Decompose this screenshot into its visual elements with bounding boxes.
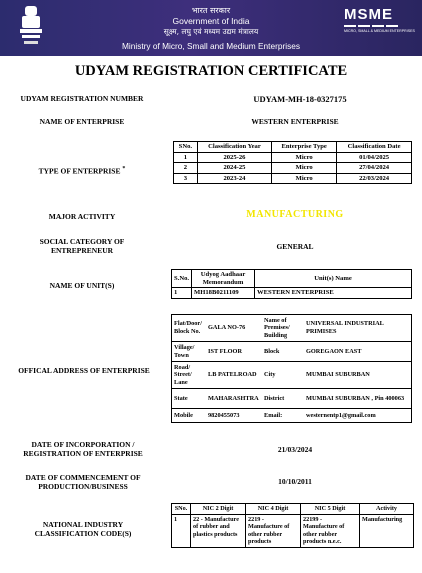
address-field-label: Village/ Town	[174, 343, 195, 359]
table-cell: 1	[172, 288, 192, 299]
column-header: Classification Date	[337, 142, 412, 153]
column-header: NIC 4 Digit	[246, 504, 301, 515]
enterprise-type-label-text: TYPE OF ENTERPRISE	[38, 166, 121, 176]
major-activity-value: MANUFACTURING	[246, 209, 344, 220]
hindi-government-title: भारत सरकार	[191, 6, 231, 15]
address-field-label: Road/ Street/ Lane	[174, 363, 192, 386]
address-field-value: westernentp1@gmail.com	[306, 411, 376, 419]
incorporation-date-value: 21/03/2024	[277, 445, 313, 454]
table-row	[172, 288, 412, 299]
address-field-label: Email:	[264, 411, 283, 419]
table-row	[174, 152, 412, 163]
address-field-label: Name of Premises/ Building	[264, 316, 290, 339]
commencement-label-line1: DATE OF COMMENCEMENT OF	[25, 473, 141, 482]
table-cell: 22 - Manufacture of rubber and plastics products	[191, 514, 246, 547]
ministry-header-banner	[0, 0, 422, 56]
address-table	[171, 314, 412, 423]
column-header: NIC 2 Digit	[191, 504, 246, 515]
social-category-label	[8, 237, 156, 255]
msme-logo-text: MSME	[344, 6, 393, 23]
table-cell: 1	[172, 514, 191, 547]
column-header: NIC 5 Digit	[301, 504, 360, 515]
msme-logo-subtitle: MICRO, SMALL & MEDIUM ENTERPRISES	[344, 29, 415, 33]
column-header: Enterprise Type	[272, 142, 337, 153]
ministry-title: Ministry of Micro, Small and Medium Enterprises	[122, 41, 300, 51]
commencement-date-value: 10/10/2011	[278, 477, 312, 486]
table-cell: 3	[174, 173, 198, 184]
enterprise-type-label	[8, 165, 156, 176]
table-cell: 2023-24	[197, 173, 271, 184]
table-row	[172, 409, 412, 423]
units-label: NAME OF UNIT(S)	[49, 281, 115, 290]
enterprise-name-value: WESTERN ENTERPRISE	[251, 117, 339, 126]
table-row	[172, 362, 412, 389]
table-cell: 2	[174, 163, 198, 174]
address-field-label: District	[264, 394, 285, 402]
table-row	[172, 342, 412, 362]
table-cell: 27/04/2024	[337, 163, 412, 174]
enterprise-name-label: NAME OF ENTERPRISE	[39, 117, 125, 126]
social-category-label-line2: ENTREPRENEUR	[50, 246, 114, 255]
social-category-label-line1: SOCIAL CATEGORY OF	[39, 237, 125, 246]
column-header: Activity	[360, 504, 414, 515]
address-field-value: GOREGAON EAST	[306, 347, 362, 355]
msme-logo	[344, 6, 415, 46]
address-label: OFFICAL ADDRESS OF ENTERPRISE	[18, 366, 150, 375]
hindi-ministry-title: सूक्ष्म, लघु एवं मध्यम उद्यम मंत्रालय	[163, 27, 259, 36]
incorporation-label-line2: REGISTRATION OF ENTERPRISE	[23, 449, 143, 458]
table-header-row	[174, 142, 412, 153]
address-field-label: Mobile	[174, 411, 193, 419]
table-row	[172, 514, 414, 547]
table-cell: WESTERN ENTERPRISE	[255, 288, 412, 299]
column-header: Udyog Aadhaar Memorandum	[192, 270, 255, 288]
address-field-value: MUMBAI SUBURBAN , Pin 400063	[306, 394, 405, 402]
nic-label-line1: NATIONAL INDUSTRY	[42, 520, 124, 529]
column-header: Unit(s) Name	[255, 270, 412, 288]
enterprise-type-table	[173, 141, 412, 184]
government-title: Government of India	[172, 16, 250, 26]
table-cell: Manufacturing	[360, 514, 414, 547]
address-field-label: Flat/Door/ Block No.	[174, 320, 202, 335]
registration-number-value: UDYAM-MH-18-0327175	[253, 94, 347, 104]
commencement-label	[8, 473, 158, 491]
table-row	[172, 389, 412, 409]
table-cell: 2219 - Manufacture of other rubber products	[246, 514, 301, 547]
address-field-value: 9820455073	[208, 411, 240, 419]
nic-label-line2: CLASSIFICATION CODE(S)	[34, 529, 132, 538]
certificate-title: UDYAM REGISTRATION CERTIFICATE	[74, 63, 348, 79]
address-field-value: MUMBAI SUBURBAN	[306, 371, 370, 379]
column-header: Classification Year	[197, 142, 271, 153]
units-table	[171, 269, 412, 299]
table-row	[174, 173, 412, 184]
address-field-label: Block	[264, 347, 280, 355]
address-field-value: IST FLOOR	[208, 347, 243, 355]
incorporation-label-line1: DATE OF INCORPORATION /	[31, 440, 135, 449]
msme-logo-bars-icon	[344, 25, 410, 27]
table-header-row	[172, 504, 414, 515]
address-field-value: LB PATELROAD	[208, 371, 257, 379]
column-header: SNo.	[174, 142, 198, 153]
enterprise-type-marker: *	[122, 166, 126, 172]
table-cell: 2025-26	[197, 152, 271, 163]
incorporation-label	[8, 440, 158, 458]
table-row	[172, 315, 412, 342]
table-cell: 01/04/2025	[337, 152, 412, 163]
address-field-value: MAHARASHTRA	[208, 394, 259, 402]
column-header: S.No.	[172, 270, 192, 288]
address-field-value: GALA NO-76	[208, 324, 246, 332]
table-cell: 2024-25	[197, 163, 271, 174]
address-field-value: UNIVERSAL INDUSTRIAL PRIMISES	[306, 320, 384, 335]
table-cell: 22/03/2024	[337, 173, 412, 184]
registration-number-label: UDYAM REGISTRATION NUMBER	[20, 94, 144, 103]
column-header: SNo.	[172, 504, 191, 515]
table-row	[174, 163, 412, 174]
address-field-label: State	[174, 394, 188, 402]
table-header-row	[172, 270, 412, 288]
social-category-value: GENERAL	[276, 242, 314, 251]
address-field-label: City	[264, 371, 276, 379]
table-cell: Micro	[272, 152, 337, 163]
table-cell: 1	[174, 152, 198, 163]
table-cell: Micro	[272, 173, 337, 184]
table-cell: 22199 - Manufacture of other rubber products n.e.c.	[301, 514, 360, 547]
commencement-label-line2: PRODUCTION/BUSINESS	[38, 482, 128, 491]
nic-table	[171, 503, 414, 548]
major-activity-label: MAJOR ACTIVITY	[48, 212, 116, 221]
table-cell: MH18B0211109	[192, 288, 255, 299]
nic-label	[8, 520, 158, 538]
table-cell: Micro	[272, 163, 337, 174]
